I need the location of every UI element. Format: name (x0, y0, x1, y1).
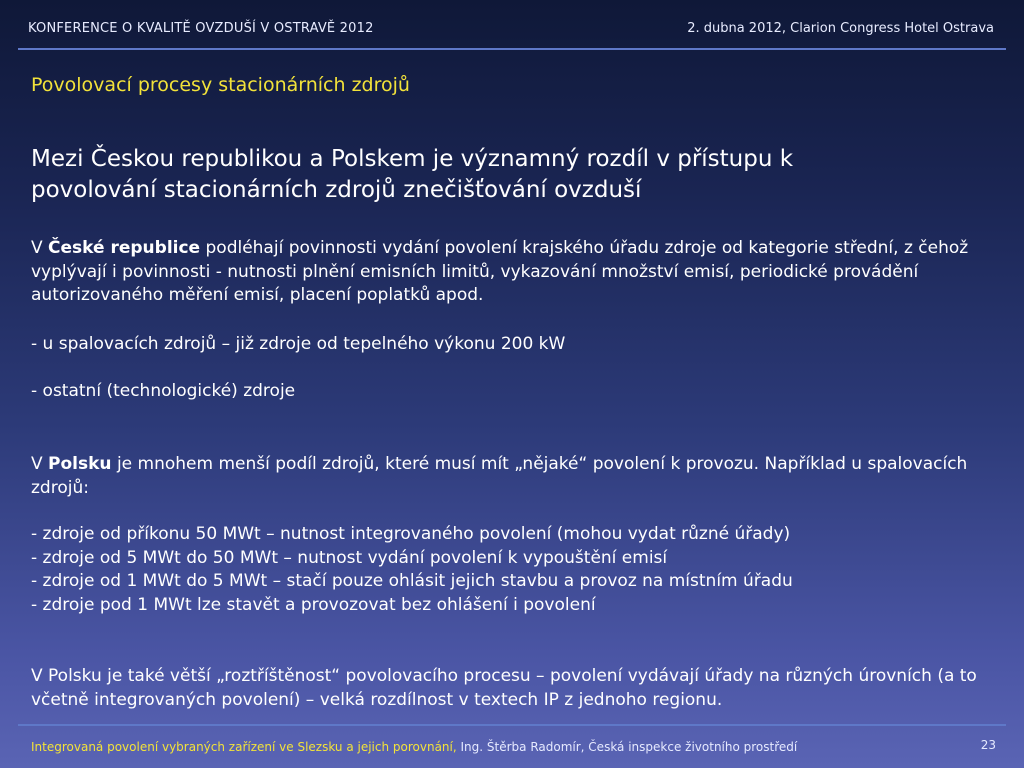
poland-text: je mnohem menší podíl zdrojů, které musí mít „nějaké“ povolení k provozu. Například u spalovacích zdrojů: (31, 454, 968, 498)
bullet-other-sources: - ostatní (technologické) zdroje (31, 381, 296, 401)
poland-prefix: V (31, 454, 49, 474)
footer-author: Ing. Štěrba Radomír, Česká inspekce životního prostředí (456, 740, 798, 754)
bullet-combustion-sources: - u spalovacích zdrojů – již zdroje od tepelného výkonu 200 kW (31, 334, 566, 354)
footer-title: Integrovaná povolení vybraných zařízení ve Slezsku a jejich porovnání, (31, 740, 457, 754)
headline-line-1: Mezi Českou republikou a Polskem je významný rozdíl v přístupu k (31, 146, 794, 172)
list-item: - zdroje pod 1 MWt lze stavět a provozovat bez ohlášení i povolení (31, 594, 596, 615)
conference-title: KONFERENCE O KVALITĚ OVZDUŠÍ V OSTRAVĚ 2012 (28, 21, 374, 36)
czech-text: podléhají povinnosti vydání povolení krajského úřadu zdroje od kategorie střední, z čehož vyplývají i povinnosti - nutnosti plnění emisních limitů, vykazování množství emisí, periodické provádění autorizovaného měření emisí, placení poplatků apod. (31, 238, 969, 305)
closing-paragraph: V Polsku je také větší „roztříštěnost“ povolovacího procesu – povolení vydávají úřady na různých úrovních (a to včetně integrovaných povolení) – velká rozdílnost v textech IP z jednoho regionu. (31, 666, 977, 710)
slide-headline (31, 144, 991, 206)
header-divider (18, 48, 1006, 50)
poland-emphasis: Polsku (48, 454, 112, 474)
list-item: - zdroje od 5 MWt do 50 MWt – nutnost vydání povolení k vypouštění emisí (31, 547, 668, 568)
conference-date-venue: 2. dubna 2012, Clarion Congress Hotel Ostrava (687, 21, 994, 36)
headline-line-2: povolování stacionárních zdrojů znečišťování ovzduší (31, 177, 642, 203)
slide-footer (31, 740, 797, 754)
poland-paragraph (31, 453, 991, 500)
list-item: - zdroje od 1 MWt do 5 MWt – stačí pouze ohlásit jejich stavbu a provoz na místním úřadu (31, 571, 793, 591)
list-item: - zdroje od příkonu 50 MWt – nutnost integrovaného povolení (mohou vydat různé úřady) (31, 524, 791, 544)
czech-prefix: V (31, 238, 49, 258)
czech-paragraph (31, 237, 991, 308)
czech-emphasis: České republice (48, 238, 201, 258)
poland-source-list (31, 523, 991, 617)
page-number: 23 (980, 738, 996, 752)
footer-divider (18, 724, 1006, 726)
slide-subtitle: Povolovací procesy stacionárních zdrojů (31, 74, 410, 96)
slide-header (0, 0, 1024, 48)
